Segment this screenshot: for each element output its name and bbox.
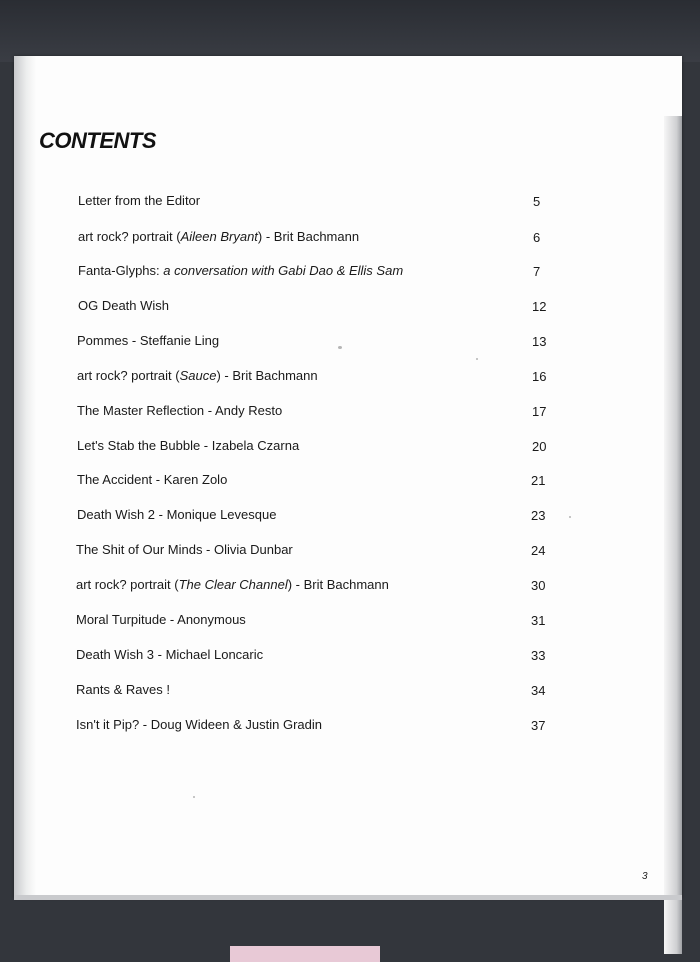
toc-page-number: 24 [531, 543, 546, 558]
toc-entry [0, 577, 700, 599]
toc-page-number: 21 [531, 473, 546, 488]
scanner-background-top [0, 0, 700, 62]
toc-page-number: 13 [532, 334, 547, 349]
toc-entry [0, 472, 700, 494]
toc-title-text: art rock? portrait ( [78, 229, 181, 244]
toc-entry [0, 507, 700, 529]
toc-page-number: 31 [531, 613, 546, 628]
toc-page-number: 33 [531, 648, 546, 663]
toc-page-number: 5 [533, 194, 541, 209]
toc-page-number: 6 [533, 230, 541, 245]
toc-title-tail: ) - Brit Bachmann [287, 577, 389, 592]
toc-page-number: 20 [532, 439, 547, 454]
toc-entry [0, 263, 700, 285]
toc-title-text: OG Death Wish [78, 298, 170, 313]
toc-title-text: The Accident - Karen Zolo [77, 472, 228, 487]
toc-entry [0, 368, 700, 390]
toc-entry-title [76, 682, 170, 697]
toc-page-number: 16 [532, 369, 547, 384]
toc-entry-title [78, 263, 403, 278]
toc-page-number: 23 [531, 508, 546, 523]
toc-entry-title [76, 717, 322, 732]
toc-entry [0, 647, 700, 669]
paper-speck [569, 516, 571, 518]
toc-entry [0, 298, 700, 320]
page-folio-number: 3 [642, 871, 648, 882]
paper-speck [476, 358, 478, 360]
toc-entry-title [77, 438, 299, 453]
toc-page-number: 12 [532, 299, 547, 314]
toc-entry [0, 438, 700, 460]
toc-title-text: Isn't it Pip? - Doug Wideen & Justin Gradin [76, 717, 322, 732]
toc-entry-title [76, 612, 246, 627]
toc-title-italic: The Clear Channel [178, 577, 288, 592]
toc-page-number: 34 [531, 683, 546, 698]
toc-entry [0, 333, 700, 355]
toc-entry-title [76, 647, 263, 662]
page-bottom-edge [14, 895, 682, 900]
toc-entry-title [77, 333, 219, 348]
toc-title-text: Let's Stab the Bubble - Izabela Czarna [77, 438, 300, 453]
toc-entry [0, 612, 700, 634]
toc-title-text: Pommes - Steffanie Ling [77, 333, 220, 348]
toc-page-number: 7 [533, 264, 541, 279]
toc-entry-title [76, 577, 389, 592]
toc-title-text: Death Wish 3 - Michael Loncaric [76, 647, 264, 662]
toc-page-number: 17 [532, 404, 547, 419]
toc-title-italic: Sauce [179, 368, 217, 383]
toc-title-text: Moral Turpitude - Anonymous [76, 612, 246, 627]
toc-entry-title [77, 507, 276, 522]
pink-paper-strip [230, 946, 380, 962]
toc-title-text: The Shit of Our Minds - Olivia Dunbar [76, 542, 293, 557]
toc-page-number: 37 [531, 718, 546, 733]
paper-speck [193, 796, 195, 798]
toc-title-text: The Master Reflection - Andy Resto [77, 403, 283, 418]
toc-entry-title [77, 403, 282, 418]
toc-entry [0, 682, 700, 704]
toc-title-tail: ) - Brit Bachmann [216, 368, 318, 383]
toc-entry-title [77, 472, 227, 487]
toc-entry-title [78, 298, 169, 313]
toc-page-number: 30 [531, 578, 546, 593]
toc-title-text: art rock? portrait ( [76, 577, 179, 592]
toc-title-tail: ) - Brit Bachmann [257, 229, 360, 244]
toc-title-text: Rants & Raves ! [76, 682, 170, 697]
contents-heading: CONTENTS [39, 128, 156, 153]
toc-title-italic: a conversation with Gabi Dao & Ellis Sam [163, 263, 404, 278]
toc-title-text: Fanta-Glyphs: [78, 263, 164, 278]
toc-entry [0, 403, 700, 425]
toc-entry [0, 229, 700, 251]
toc-entry [0, 717, 700, 739]
toc-title-italic: Aileen Bryant [180, 229, 258, 244]
toc-title-text: Death Wish 2 - Monique Levesque [77, 507, 277, 522]
toc-title-text: art rock? portrait ( [77, 368, 180, 383]
toc-entry-title [78, 229, 359, 244]
toc-entry [0, 193, 700, 215]
toc-entry-title [77, 368, 318, 383]
toc-entry-title [76, 542, 293, 557]
paper-speck [338, 346, 342, 349]
toc-entry-title [78, 193, 200, 208]
toc-title-text: Letter from the Editor [78, 193, 201, 208]
toc-entry [0, 542, 700, 564]
